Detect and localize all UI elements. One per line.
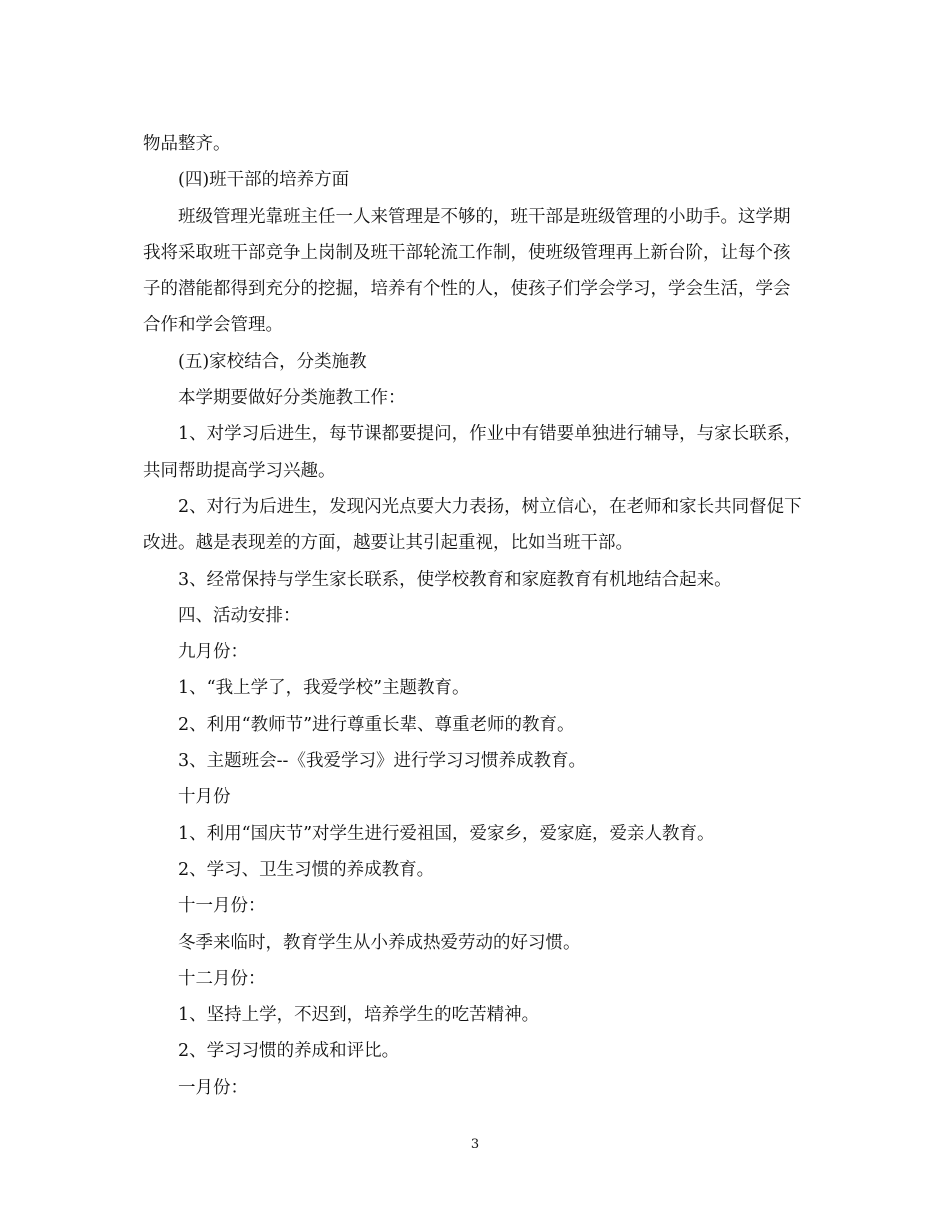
list-item: 2、对行为后进生，发现闪光点要大力表扬，树立信心，在老师和家长共同督促下改进。越是表现差的方面，越要让其引起重视，比如当班干部。 xyxy=(143,496,802,554)
section-heading: 四、活动安排： xyxy=(178,605,301,626)
list-item: 2、学习习惯的养成和评比。 xyxy=(178,1041,400,1062)
document-body xyxy=(143,126,807,1106)
section-heading: (五)家校结合，分类施教 xyxy=(178,351,367,372)
page-number: 3 xyxy=(470,1137,480,1152)
list-item: 1、利用“国庆节”对学生进行爱祖国，爱家乡，爱家庭，爱亲人教育。 xyxy=(178,823,715,844)
month-heading: 一月份： xyxy=(178,1077,248,1098)
section-heading: (四)班干部的培养方面 xyxy=(178,170,350,191)
list-item: 1、“我上学了，我爱学校”主题教育。 xyxy=(178,678,470,699)
month-heading: 十月份 xyxy=(178,787,231,808)
paragraph: 本学期要做好分类施教工作： xyxy=(178,388,406,409)
list-item: 2、学习、卫生习惯的养成教育。 xyxy=(178,859,435,880)
list-item: 2、利用“教师节”进行尊重长辈、尊重老师的教育。 xyxy=(178,714,575,735)
list-item: 1、对学习后进生，每节课都要提问，作业中有错要单独进行辅导，与家长联系，共同帮助提高学习兴趣。 xyxy=(143,424,802,481)
list-item: 3、经常保持与学生家长联系，使学校教育和家庭教育有机地结合起来。 xyxy=(178,569,732,590)
paragraph: 冬季来临时，教育学生从小养成热爱劳动的好习惯。 xyxy=(178,932,581,953)
paragraph: 班级管理光靠班主任一人来管理是不够的，班干部是班级管理的小助手。这学期我将采取班干部竞争上岗制及班干部轮流工作制，使班级管理再上新台阶，让每个孩子的潜能都得到充分的挖掘，培养有个性的人，使孩子们学会学习，学会生活，学会合作和学会管理。 xyxy=(143,206,791,336)
month-heading: 九月份： xyxy=(178,642,248,663)
list-item: 3、主题班会--《我爱学习》进行学习习惯养成教育。 xyxy=(178,751,586,772)
month-heading: 十一月份： xyxy=(178,896,266,917)
month-heading: 十二月份： xyxy=(178,968,266,989)
list-item: 1、坚持上学，不迟到，培养学生的吃苦精神。 xyxy=(178,1005,540,1026)
paragraph: 物品整齐。 xyxy=(143,134,231,154)
